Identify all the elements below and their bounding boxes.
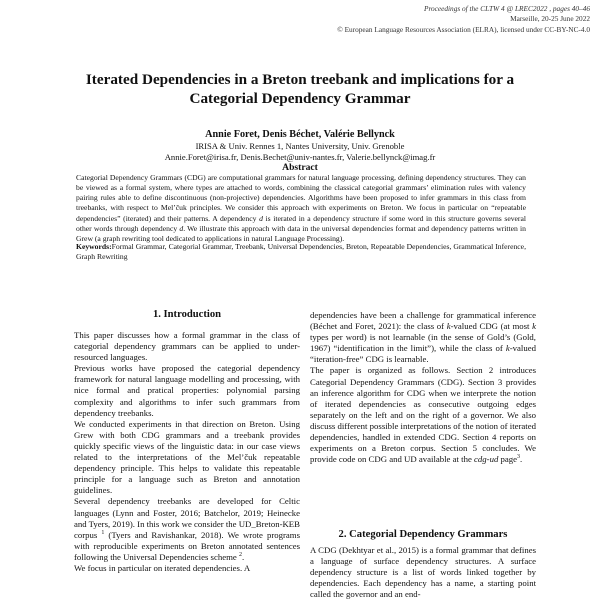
keywords-label: Keywords:: [76, 242, 112, 251]
abstract-body: [76, 173, 526, 244]
right-p1-part-b: -valued CDG (at most: [450, 321, 533, 332]
right-p2-part-a: The paper is organized as follows. Section 2 introduces Categorial Dependency Grammars (CDG). Section 3 provides an inference algorithm for CDG when we interprete the notion of iterated dependencies as consecutive outgoing edges separately on the left and on the right of a governor. We also discuss different possible interpretations of the notion of iterated dependencies, handled in extended CDG. Section 4 reports on experiments on a Breton corpus. Section 5 concludes. We provide code on CDG and UD available at the: [310, 365, 536, 465]
proceedings-line: Proceedings of the CLTW 4 @ LREC2022 , pages 40–46: [423, 4, 590, 13]
right-p2-part-c: .: [520, 454, 523, 465]
intro-p4-part-a: Several dependency treebanks are developed for Celtic languages (Lynn and Foster, 2016; Batchelor, 2019; Heinecke and Tyers, 2019). In this work we consider the UD_Breton-KEB corpus: [74, 496, 300, 540]
abstract-var-d: d: [259, 213, 263, 223]
intro-p4-part-c: .: [241, 551, 245, 562]
paper-title: [40, 70, 560, 108]
right-p1-part-c: types per word) is not learnable (in the sense of Gold’s (Gold, 1967) “identification in the limit”), while the class of: [310, 332, 536, 354]
section-2-paragraph-1: A CDG (Dekhtyar et al., 2015) is a formal grammar that defines a language of surface dependency structures. A surface dependency structure is a list of words linked together by dependencies. Each dependency has a name, a starting point called the governor and an end-: [310, 545, 536, 600]
keywords: [76, 242, 526, 262]
proceedings-header: [170, 4, 590, 35]
title-line-2: Categorial Dependency Grammar: [189, 90, 411, 107]
right-paragraph-2: [310, 365, 536, 465]
right-p1-part-a: dependencies have been a challenge for grammatical inference (Béchet and Foret, 2021): the class of: [310, 310, 536, 332]
footnote-ref-1[interactable]: 1: [101, 529, 105, 536]
footnote-ref-3[interactable]: 3: [517, 454, 521, 461]
abstract-text-1: Categorial Dependency Grammars (CDG) are computational grammars for natural language processing, defining dependency structures. They can be viewed as a formal system, where types are attached to words, combining the classical categorial grammars’ elimination rules with valency pairing rules able to define discontinuous (non-projective) dependencies. Algorithms have been proposed to infer grammars in this class from treebanks, with respect to Mel’čuk principles. We consider this approach with experiments on Breton. We focus in particular on “repeatable dependencies” (iterated) and their patterns. A dependency: [76, 173, 526, 223]
abstract-paragraph: [76, 173, 526, 244]
license-line: © European Language Resources Association (ELRA), licensed under CC-BY-NC-4.0: [337, 24, 590, 34]
right-p2-part-b: page: [498, 454, 518, 465]
keywords-text: Formal Grammar, Categorial Grammar, Treebank, Universal Dependencies, Breton, Repeatable Dependencies, Grammatical Inference, Graph Rewriting: [76, 242, 526, 262]
abstract-heading: Abstract: [282, 162, 318, 173]
intro-paragraph-1: This paper discusses how a formal grammar in the class of categorial dependency grammars can be applied to under-resourced languages.: [74, 330, 300, 363]
right-paragraph-1: [310, 310, 536, 365]
intro-paragraph-2: Previous works have proposed the categorial dependency framework for natural language modelling and processing, with nice formal and pratical properties: polynomial parsing complexity and algorithms to infer such grammars from dependency treebanks.: [74, 363, 300, 418]
cdg-ud-link[interactable]: cdg-ud: [474, 454, 499, 465]
var-k-3: k: [505, 343, 510, 354]
var-k-2: k: [532, 321, 536, 332]
affiliation-institutions: IRISA & Univ. Rennes 1, Nantes University, Univ. Grenoble: [195, 141, 405, 151]
affiliation: [40, 141, 560, 164]
abstract-text-2: is iterated in a dependency structure if some word in this structure governs several other words through dependency: [76, 213, 526, 233]
intro-paragraph-3: We conducted experiments in that direction on Breton. Using Grew with both CDG grammars and a treebank provides quickly specific views of the linguistic data: in our case views related to the interpretations of the Mel’čuk repeatable dependency principle. This helps to validate this repeatable principle for a language such as Breton and annotation guidelines.: [74, 418, 300, 496]
left-column: [74, 308, 300, 574]
authors: Annie Foret, Denis Béchet, Valérie Bellynck: [205, 129, 395, 140]
abstract-text-3: . We illustrate this approach with data in the universal dependencies format and dependency patterns written in Grew (a graph rewriting tool dedicated to applications in natural Language Processing).: [76, 223, 526, 243]
title-line-1: Iterated Dependencies in a Breton treebank and implications for a: [85, 71, 515, 88]
intro-paragraph-4: [74, 496, 300, 563]
section-2-heading: 2. Categorial Dependency Grammars: [338, 529, 508, 540]
venue-line: Marseille, 20-25 June 2022: [510, 14, 590, 24]
section-2-body: [310, 545, 536, 600]
abstract-var-d-2: d: [179, 223, 184, 233]
footnote-ref-2[interactable]: 2: [238, 551, 242, 558]
right-p1-part-d: -valued “iteration-free” CDG is learnable.: [310, 343, 536, 365]
intro-paragraph-5: We focus in particular on iterated dependencies. A: [74, 562, 251, 573]
affiliation-emails: Annie.Foret@irisa.fr, Denis.Bechet@univ-nantes.fr, Valerie.bellynck@imag.fr: [164, 152, 436, 163]
intro-p4-part-b: (Tyers and Ravishankar, 2018). We wrote programs with reproducible experiments on Breton annotated sentences following the Universal Dependencies scheme: [74, 529, 300, 562]
section-1-heading: 1. Introduction: [152, 309, 222, 320]
var-k-1: k: [446, 321, 451, 332]
right-column: [310, 310, 536, 465]
